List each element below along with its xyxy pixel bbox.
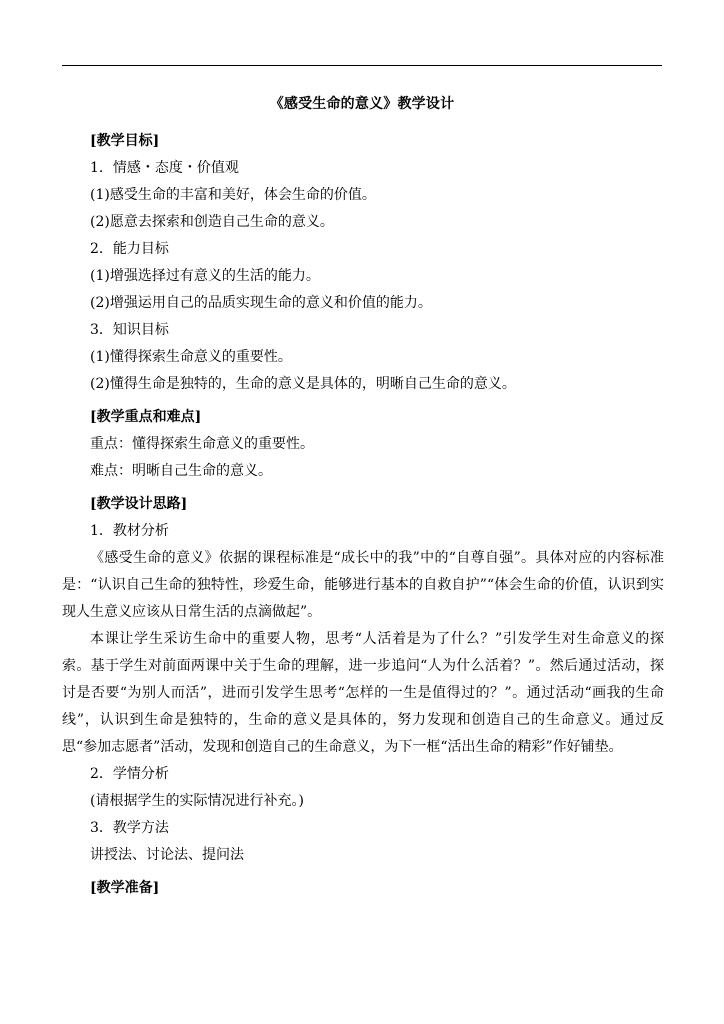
objective-line: (2)懂得生命是独特的，生命的意义是具体的，明晰自己生命的意义。 [90,376,516,392]
document-title: 《感受生命的意义》教学设计 [269,96,455,112]
design-item-textbook: 1．教材分析 [90,523,169,539]
design-item-students: 2．学情分析 [90,766,169,782]
objective-line: (2)愿意去探索和创造自己生命的意义。 [90,214,334,230]
document-body [62,128,664,902]
section-heading-design: [教学设计思路] [90,496,188,512]
design-paragraph-standards: 《感受生命的意义》依据的课程标准是“成长中的我”中的“自尊自强”。具体对应的内容标准是：“认识自己生命的独特性，珍爱生命，能够进行基本的自救自护”“体会生命的价值，认识到实现人生意义应该从日常生活的点滴做起”。 [62,550,664,620]
design-item-methods-note: 讲授法、讨论法、提问法 [90,847,244,863]
section-heading-key-points: [教学重点和难点] [90,409,202,425]
header-rule [62,65,662,66]
key-point-line: 重点：懂得探索生命意义的重要性。 [90,436,314,452]
design-item-methods: 3．教学方法 [90,820,169,836]
objective-line: 3．知识目标 [90,322,169,338]
objective-line: 1．情感・态度・价值观 [90,160,239,176]
section-heading-objectives: [教学目标] [90,133,160,149]
objective-line: (1)懂得探索生命意义的重要性。 [90,349,292,365]
section-heading-preparation: [教学准备] [90,880,160,896]
design-paragraph-activities: 本课让学生采访生命中的重要人物，思考“人活着是为了什么？”引发学生对生命意义的探索。基于学生对前面两课中关于生命的理解，进一步追问“人为什么活着？”。然后通过活动，探讨是否要“为别人而活”，进而引发学生思考“怎样的一生是值得过的？”。通过活动“画我的生命线”，认识到生命是独特的，生命的意义是具体的，努力发现和创造自己的生命意义。通过反思“参加志愿者”活动，发现和创造自己的生命意义，为下一框“活出生命的精彩”作好铺垫。 [62,631,664,755]
key-point-line: 难点：明晰自己生命的意义。 [90,463,272,479]
objective-line: 2．能力目标 [90,241,169,257]
design-item-students-note: (请根据学生的实际情况进行补充。) [90,793,304,809]
objective-line: (1)增强选择过有意义的生活的能力。 [90,268,320,284]
objective-line: (1)感受生命的丰富和美好，体会生命的价值。 [90,187,376,203]
objective-line: (2)增强运用自己的品质实现生命的意义和价值的能力。 [90,295,432,311]
